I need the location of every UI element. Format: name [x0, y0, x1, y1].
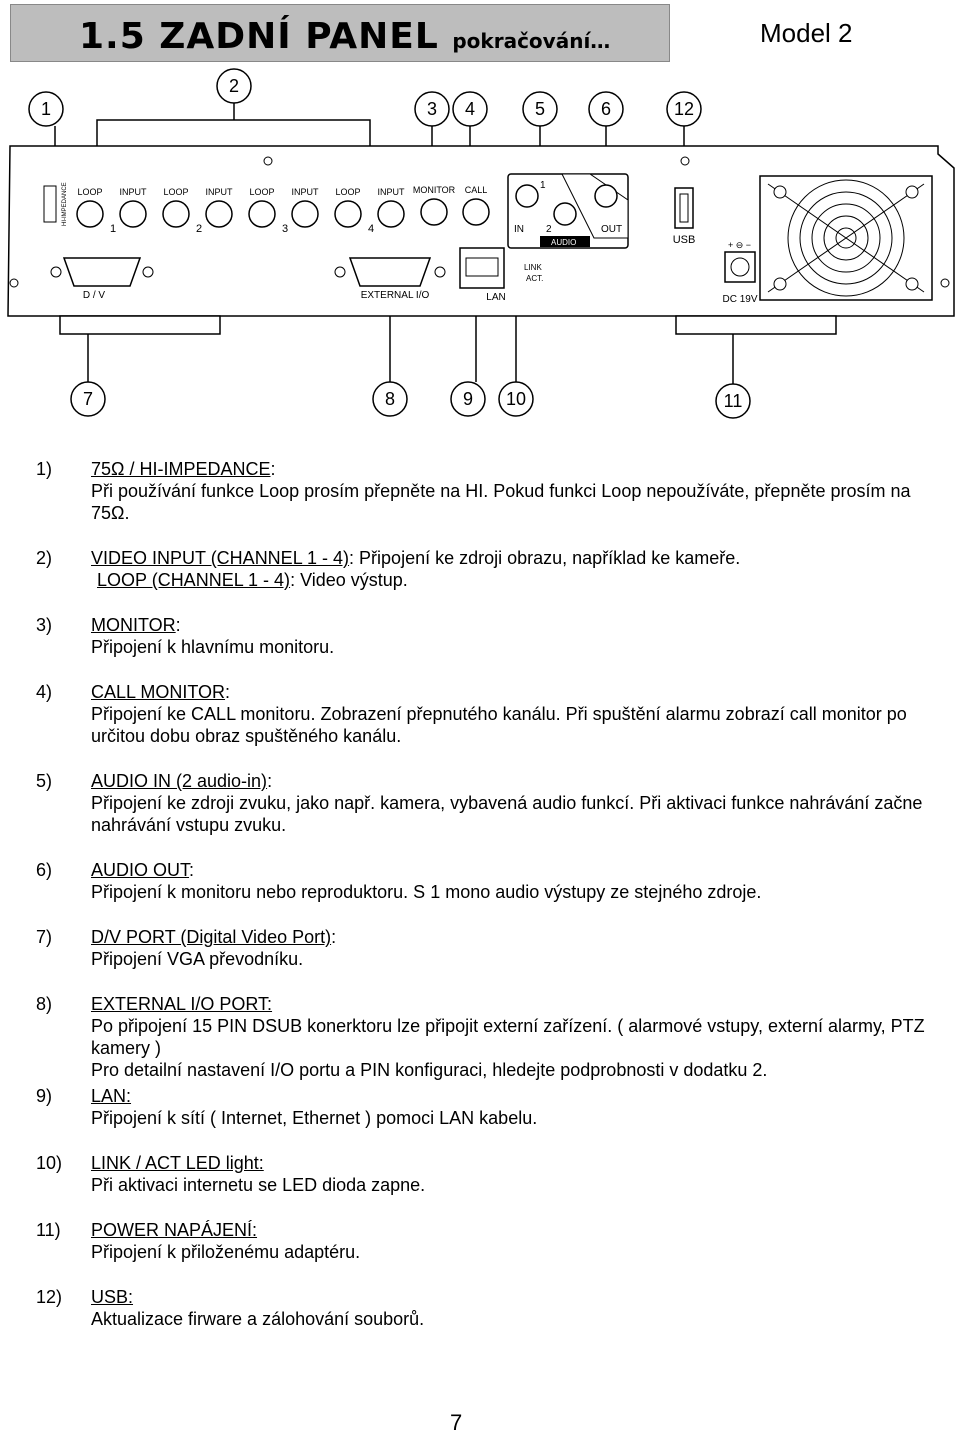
list-item: [36, 993, 936, 1081]
item-number: 12): [36, 1287, 63, 1307]
callout-12: 12: [673, 99, 695, 119]
channel-3: 3: [281, 223, 289, 235]
port-loop-3: LOOP: [249, 187, 275, 197]
item-title-suffix: :: [270, 459, 276, 479]
item-text: Připojení k hlavnímu monitoru.: [91, 637, 335, 657]
title-suffix: pokračování…: [452, 29, 611, 53]
item-number: 5): [36, 771, 53, 791]
item-title: POWER NAPÁJENÍ:: [91, 1220, 258, 1240]
model-label: Model 2: [760, 18, 853, 48]
audio-label: AUDIO: [551, 238, 577, 247]
port-loop-2: LOOP: [163, 187, 189, 197]
callout-9: 9: [462, 389, 474, 409]
item-title: USB:: [91, 1287, 134, 1307]
item-number: 6): [36, 860, 53, 880]
callout-7: 7: [82, 389, 94, 409]
list-item: [36, 547, 936, 591]
list-item: [36, 458, 936, 524]
channel-1: 1: [109, 223, 117, 235]
list-item: [36, 770, 936, 836]
list-item: [36, 1085, 936, 1129]
monitor-port-label: MONITOR: [412, 185, 456, 195]
item-number: 8): [36, 994, 53, 1014]
list-item: [36, 859, 936, 903]
item-title: LAN:: [91, 1086, 132, 1106]
list-item: [36, 1286, 936, 1330]
callout-10: 10: [505, 389, 527, 409]
item-text: Připojení VGA převodníku.: [91, 949, 304, 969]
list-item: [36, 614, 936, 658]
callout-1: 1: [40, 99, 52, 119]
audio-1-label: 1: [540, 180, 546, 191]
port-input-1: INPUT: [119, 187, 147, 197]
audio-out-label: OUT: [601, 224, 623, 235]
item-subtitle: LOOP (CHANNEL 1 - 4): [97, 570, 291, 590]
port-loop-4: LOOP: [335, 187, 361, 197]
callout-2: 2: [228, 76, 240, 96]
item-title-suffix: :: [175, 615, 181, 635]
item-title: MONITOR: [91, 615, 176, 635]
callout-8: 8: [384, 389, 396, 409]
item-text: Připojení k přiloženému adaptéru.: [91, 1242, 361, 1262]
item-subtitle-suffix: : Video výstup.: [290, 570, 408, 590]
item-title: EXTERNAL I/O PORT:: [91, 994, 273, 1014]
item-number: 11): [36, 1220, 61, 1240]
item-text: Připojení k sítí ( Internet, Ethernet ) pomoci LAN kabelu.: [91, 1108, 538, 1128]
port-input-2: INPUT: [205, 187, 233, 197]
audio-in-label: IN: [514, 224, 524, 235]
lan-port-label: LAN: [486, 292, 506, 303]
page-number: 7: [450, 1410, 463, 1435]
item-text: Aktualizace firware a zálohování souborů.: [91, 1309, 425, 1329]
item-title: AUDIO IN (2 audio-in): [91, 771, 268, 791]
item-text: Při používání funkce Loop prosím přepněte na HI. Pokud funkci Loop nepoužíváte, přepněte prosím na 75Ω.: [91, 481, 911, 523]
item-title: AUDIO OUT: [91, 860, 190, 880]
external-io-label: EXTERNAL I/O: [360, 290, 430, 301]
item-number: 10): [36, 1153, 63, 1173]
callout-5: 5: [534, 99, 546, 119]
item-title: D/V PORT (Digital Video Port): [91, 927, 332, 947]
call-port-label: CALL: [464, 185, 488, 195]
item-title: VIDEO INPUT (CHANNEL 1 - 4): [91, 548, 350, 568]
callout-3: 3: [426, 99, 438, 119]
item-title-suffix: :: [267, 771, 273, 791]
item-text: Při aktivaci internetu se LED dioda zapne.: [91, 1175, 426, 1195]
item-number: 9): [36, 1086, 53, 1106]
item-text: Po připojení 15 PIN DSUB konerktoru lze připojit externí zařízení. ( alarmové vstupy, externí alarmy, PTZ kamery ): [91, 1016, 925, 1058]
title-main: 1.5 ZADNÍ PANEL: [79, 16, 439, 57]
port-input-4: INPUT: [377, 187, 405, 197]
act-label: ACT.: [526, 274, 544, 283]
item-title-suffix: :: [331, 927, 337, 947]
channel-2: 2: [195, 223, 203, 235]
callout-4: 4: [464, 99, 476, 119]
callout-6: 6: [600, 99, 612, 119]
link-label: LINK: [524, 263, 542, 272]
list-item: [36, 681, 936, 747]
item-title: 75Ω / HI-IMPEDANCE: [91, 459, 271, 479]
item-number: 4): [36, 682, 53, 702]
item-number: 1): [36, 459, 53, 479]
item-text: Připojení ke zdroji zvuku, jako např. kamera, vybavená audio funkcí. Při aktivaci funkce nahrávání začne nahrávání vstupu zvuku.: [91, 793, 923, 835]
item-title-suffix: :: [225, 682, 231, 702]
item-text: Připojení ke CALL monitoru. Zobrazení přepnutého kanálu. Při spuštění alarmu zobrazí call monitor po určitou dobu obraz spuštěného kanálu.: [91, 704, 907, 746]
item-number: 7): [36, 927, 53, 947]
polarity-symbol: + ⊖ −: [728, 240, 752, 250]
item-title: CALL MONITOR: [91, 682, 226, 702]
list-item: [36, 1152, 936, 1196]
item-title: LINK / ACT LED light:: [91, 1153, 264, 1173]
port-loop-1: LOOP: [77, 187, 103, 197]
item-list: [36, 458, 936, 1353]
audio-2-label: 2: [546, 224, 552, 235]
list-item: [36, 926, 936, 970]
list-item: [36, 1219, 936, 1263]
port-input-3: INPUT: [291, 187, 319, 197]
item-title-suffix: : Připojení ke zdroji obrazu, například ke kameře.: [349, 548, 741, 568]
item-number: 2): [36, 548, 53, 568]
dc-port-label: DC 19V: [722, 294, 758, 305]
item-text: Pro detailní nastavení I/O portu a PIN konfiguraci, hledejte podprobnosti v dodatku 2.: [91, 1060, 768, 1080]
dv-port-label: D / V: [82, 290, 106, 301]
callout-11: 11: [723, 391, 743, 411]
rear-panel-diagram: [0, 0, 960, 440]
impedance-label: HI-IMPEDANCE: [62, 182, 68, 226]
channel-4: 4: [367, 223, 375, 235]
item-title-suffix: :: [189, 860, 195, 880]
item-text: Připojení k monitoru nebo reproduktoru. S 1 mono audio výstupy ze stejného zdroje.: [91, 882, 762, 902]
item-number: 3): [36, 615, 53, 635]
usb-port-label: USB: [672, 234, 696, 246]
